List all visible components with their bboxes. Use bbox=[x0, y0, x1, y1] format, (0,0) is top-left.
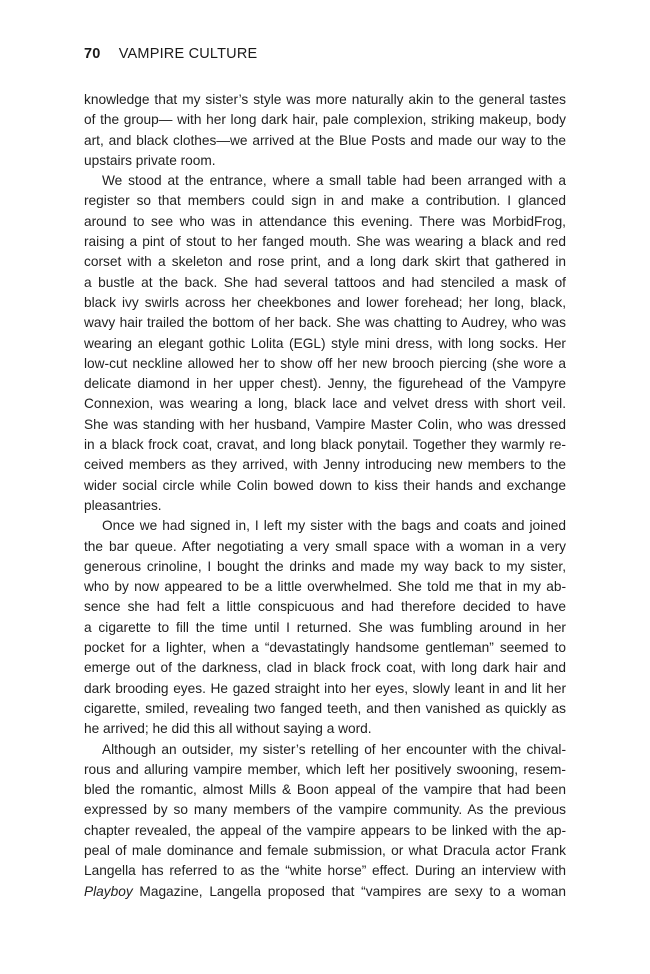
body-text bbox=[84, 90, 566, 902]
text-line: Connexion, was wearing a long, black lace and velvet dress with short veil. bbox=[84, 396, 566, 412]
text-line: peal of male dominance and female submission, or what Dracula actor Frank bbox=[84, 842, 566, 858]
text-line: emerge out of the darkness, clad in black frock coat, with long dark hair and bbox=[84, 660, 566, 676]
text-line: cigarette, smiled, revealing two fanged teeth, and then vanished as quickly as bbox=[84, 700, 566, 716]
text-line: upstairs private room. bbox=[84, 152, 216, 168]
text-line: She was standing with her husband, Vampire Master Colin, who was dressed bbox=[84, 416, 566, 432]
text-line: expressed by so many members of the vampire community. As the previous bbox=[84, 802, 566, 818]
text-line: wavy hair trailed the bottom of her back. She was chatting to Audrey, who was bbox=[84, 315, 566, 331]
text-line: generous crinoline, I bought the drinks and made my way back to my sister, bbox=[84, 558, 566, 574]
text-line: in a black frock coat, cravat, and long black ponytail. Together they warmly re- bbox=[84, 437, 566, 453]
text-line: raising a pint of stout to her fanged mouth. She was wearing a black and red bbox=[84, 234, 566, 250]
text-line: rous and alluring vampire member, which left her positively swooning, resem- bbox=[84, 761, 566, 777]
text-line: register so that members could sign in and make a contribution. I glanced bbox=[84, 193, 566, 209]
text-line-final bbox=[84, 882, 566, 902]
text-line: who by now appeared to be a little overwhelmed. She told me that in my ab- bbox=[84, 579, 566, 595]
text-line: Langella has referred to as the “white horse” effect. During an interview with bbox=[84, 863, 566, 879]
text-line: pleasantries. bbox=[84, 497, 162, 513]
text-line: black ivy swirls across her cheekbones and lower forehead; her long, black, bbox=[84, 294, 566, 310]
text-line: wearing an elegant gothic Lolita (EGL) style mini dress, with long socks. Her bbox=[84, 335, 566, 351]
text-line: art, and black clothes—we arrived at the Blue Posts and made our way to the bbox=[84, 132, 566, 148]
text-line: chapter revealed, the appeal of the vampire appears to be linked with the ap- bbox=[84, 822, 566, 838]
page-number: 70 bbox=[84, 46, 101, 62]
text-line: delicate diamond in her upper chest). Jenny, the figurehead of the Vampyre bbox=[84, 376, 566, 392]
text-line: of the group— with her long dark hair, pale complexion, striking makeup, body bbox=[84, 112, 566, 128]
text-line: low-cut neckline allowed her to show off her new brooch piercing (she wore a bbox=[84, 355, 566, 371]
text-line: around to see who was in attendance this evening. There was MorbidFrog, bbox=[84, 213, 566, 229]
text-line: the bar queue. After negotiating a very small space with a woman in a very bbox=[84, 538, 566, 554]
text-line: Although an outsider, my sister’s retelling of her encounter with the chival- bbox=[102, 741, 566, 757]
text-line-rest: Magazine, Langella proposed that “vampires are sexy to a woman bbox=[132, 883, 566, 899]
text-line: Once we had signed in, I left my sister with the bags and coats and joined bbox=[102, 518, 566, 534]
text-line: knowledge that my sister’s style was more naturally akin to the general tastes bbox=[84, 92, 566, 107]
magazine-title: Playboy bbox=[84, 883, 133, 899]
text-line: corset with a skeleton and rose print, and a long dark skirt that gathered in bbox=[84, 254, 566, 270]
text-line: ceived members as they arrived, with Jenny introducing new members to the bbox=[84, 457, 566, 473]
running-head bbox=[84, 46, 257, 62]
text-line: a cigarette to fill the time until I returned. She was fumbling around in her bbox=[84, 619, 566, 635]
text-line: dark brooding eyes. He gazed straight into her eyes, slowly leant in and lit her bbox=[84, 680, 566, 696]
text-line: a bustle at the back. She had several tattoos and had stenciled a mask of bbox=[84, 274, 566, 290]
text-line: pocket for a lighter, when a “devastatingly handsome gentleman” seemed to bbox=[84, 640, 566, 656]
text-line: sence she had felt a little conspicuous and had therefore decided to have bbox=[84, 599, 566, 615]
chapter-title: VAMPIRE CULTURE bbox=[118, 46, 258, 62]
text-line: wider social circle while Colin bowed down to kiss their hands and exchange bbox=[84, 477, 566, 493]
text-line: We stood at the entrance, where a small table had been arranged with a bbox=[102, 173, 566, 189]
text-line: bled the romantic, almost Mills & Boon appeal of the vampire that had been bbox=[84, 782, 566, 798]
text-line: he arrived; he did this all without saying a word. bbox=[84, 721, 372, 737]
